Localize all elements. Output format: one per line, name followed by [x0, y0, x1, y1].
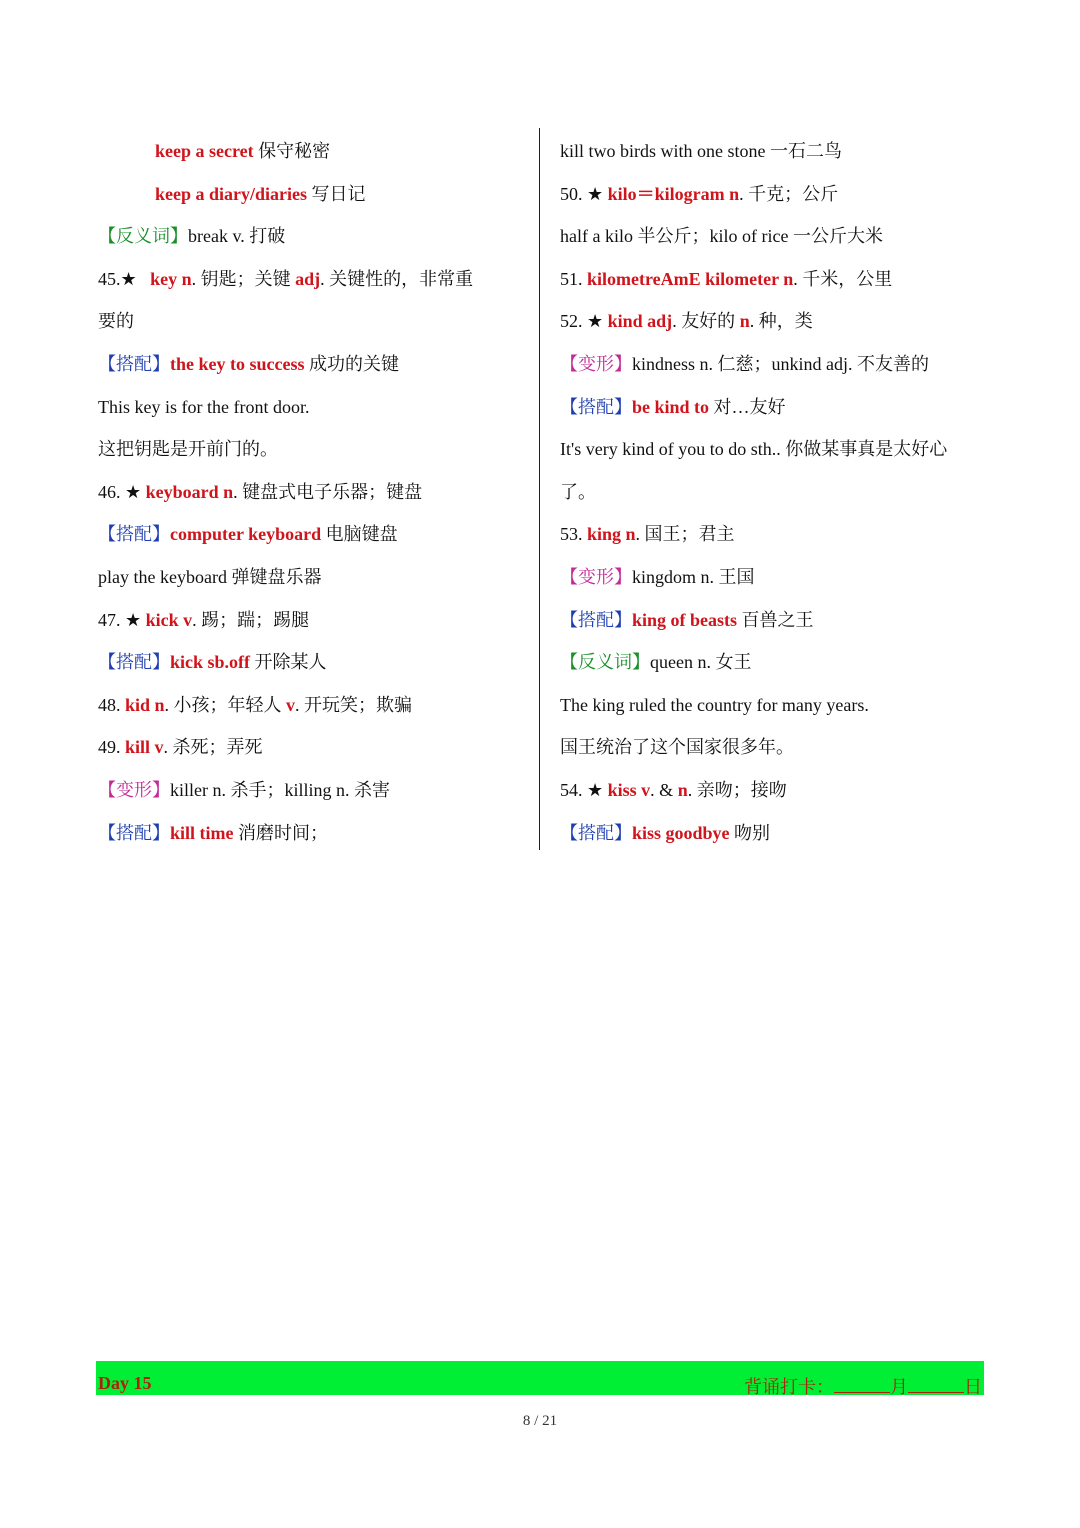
line-text: killer n. 杀手；killing n. 杀害: [170, 779, 390, 800]
antonym-tag: 【反义词】: [560, 652, 650, 673]
entry-line: [560, 556, 988, 599]
entry-line: [98, 641, 524, 684]
variant-tag: 【变形】: [560, 353, 632, 374]
entry-line: [560, 769, 988, 812]
month-blank: [834, 1376, 890, 1393]
variant-tag: 【变形】: [560, 566, 632, 587]
definition: . 小孩；年轻人: [164, 694, 287, 715]
entry-line: [560, 386, 988, 429]
definition: . 亲吻；接吻: [687, 779, 787, 800]
part-of-speech: v: [286, 694, 296, 715]
part-of-speech: n: [677, 779, 688, 800]
definition: . 开玩笑；欺骗: [295, 694, 413, 715]
line-text: play the keyboard 弹键盘乐器: [98, 566, 322, 587]
entry-line: [560, 215, 988, 258]
entry-line: [560, 812, 988, 855]
phrase: the key to success: [170, 353, 305, 374]
collocation-tag: 【搭配】: [98, 353, 170, 374]
checkin-label: 背诵打卡：: [744, 1377, 834, 1397]
definition: . 种，类: [749, 311, 813, 332]
part-of-speech: n: [739, 311, 750, 332]
phrase: keep a secret: [155, 141, 254, 161]
line-text: kindness n. 仁慈；unkind adj. 不友善的: [632, 353, 929, 374]
entry-number: 50. ★: [560, 183, 608, 204]
entry-number: 45.★: [98, 268, 137, 289]
entry-line: [98, 684, 524, 727]
phrase: kick sb.off: [170, 652, 251, 673]
definition: . 键盘式电子乐器；键盘: [233, 481, 423, 502]
right-column: [560, 130, 988, 854]
antonym-tag: 【反义词】: [98, 226, 188, 247]
entry-line: [98, 726, 524, 769]
entry-line: [560, 641, 988, 684]
headword: kill v: [125, 737, 164, 758]
headword: king n: [587, 524, 636, 545]
phrase: kiss goodbye: [632, 822, 730, 843]
translation: 写日记: [307, 183, 366, 204]
day-footer-bar: [96, 1361, 984, 1395]
entry-number: 48.: [98, 694, 125, 715]
phrase: king of beasts: [632, 609, 738, 630]
line-text: kill two birds with one stone 一石二鸟: [560, 141, 842, 161]
headword: kiss v: [607, 779, 651, 800]
entry-number: 51.: [560, 268, 587, 289]
entry-line: [98, 599, 524, 642]
entry-number: 54. ★: [560, 779, 608, 800]
headword: kick v: [145, 609, 193, 630]
example-sentence: The king ruled the country for many years.: [560, 694, 869, 715]
translation: 电脑键盘: [321, 524, 398, 545]
checkin-area: [744, 1373, 982, 1399]
entry-line: [560, 300, 988, 343]
variant-tag: 【变形】: [98, 779, 170, 800]
translation: 对…友好: [709, 396, 786, 417]
definition: . 钥匙；关键: [191, 268, 296, 289]
entry-line: [98, 428, 524, 471]
entry-line: [560, 513, 988, 556]
left-column: [98, 130, 524, 854]
line-text: half a kilo 半公斤；kilo of rice 一公斤大米: [560, 226, 883, 247]
translation: 保守秘密: [253, 141, 331, 161]
entry-line: [560, 471, 988, 514]
definition: . 杀死；弄死: [163, 737, 263, 758]
headword: kid n: [125, 694, 165, 715]
line-text: 要的: [98, 311, 134, 332]
entry-line: [560, 258, 988, 301]
headword: kind adj: [607, 311, 673, 332]
entry-line: [98, 471, 524, 514]
entry-line: [98, 343, 524, 386]
entry-line: [98, 130, 524, 173]
month-label: 月: [890, 1377, 908, 1397]
definition: . 国王；君主: [635, 524, 735, 545]
definition: . 千米，公里: [793, 268, 893, 289]
entry-line: [560, 599, 988, 642]
definition: . 关键性的，非常重: [320, 268, 474, 289]
entry-number: 53.: [560, 524, 587, 545]
line-text: break v. 打破: [188, 226, 286, 247]
entry-number: 52. ★: [560, 311, 608, 332]
collocation-tag: 【搭配】: [560, 396, 632, 417]
entry-line: [560, 130, 988, 173]
day-char-label: 日: [964, 1377, 982, 1397]
entry-line: [98, 258, 524, 301]
entry-line: [98, 556, 524, 599]
entry-line: [560, 726, 988, 769]
entry-line: [98, 386, 524, 429]
phrase: computer keyboard: [170, 524, 322, 545]
headword: kilometreAmE kilometer n: [587, 268, 794, 289]
line-text: 了。: [560, 481, 596, 502]
definition: . 踢；踹；踢腿: [192, 609, 310, 630]
entry-line: [98, 513, 524, 556]
collocation-tag: 【搭配】: [98, 652, 170, 673]
example-translation: 国王统治了这个国家很多年。: [560, 737, 794, 758]
entry-line: [98, 173, 524, 216]
definition: . 千克；公斤: [739, 183, 839, 204]
translation: 吻别: [729, 822, 771, 843]
definition: . 友好的: [672, 311, 740, 332]
phrase: keep a diary/diaries: [155, 183, 307, 204]
headword: keyboard n: [145, 481, 234, 502]
example-translation: 这把钥匙是开前门的。: [98, 439, 278, 460]
headword: kilo＝kilogram n: [607, 183, 740, 204]
line-text: kingdom n. 王国: [632, 566, 755, 587]
headword: key n: [150, 268, 192, 289]
phrase: kill time: [170, 822, 234, 843]
entry-number: 46. ★: [98, 481, 146, 502]
collocation-tag: 【搭配】: [98, 822, 170, 843]
entry-line: [560, 173, 988, 216]
day-blank: [908, 1376, 964, 1393]
translation: 消磨时间；: [233, 822, 328, 843]
collocation-tag: 【搭配】: [560, 609, 632, 630]
entry-line: [98, 812, 524, 855]
example-sentence: This key is for the front door.: [98, 396, 310, 417]
translation: 百兽之王: [737, 609, 814, 630]
entry-line: [560, 343, 988, 386]
day-label: Day 15: [98, 1373, 152, 1393]
entry-line: [98, 769, 524, 812]
entry-line: [98, 215, 524, 258]
entry-line: [560, 684, 988, 727]
entry-number: 49.: [98, 737, 125, 758]
page-number: 8 / 21: [522, 1413, 558, 1429]
entry-line: [560, 428, 988, 471]
collocation-tag: 【搭配】: [98, 524, 170, 545]
column-divider: [539, 128, 540, 850]
translation: 成功的关键: [304, 353, 399, 374]
part-of-speech: adj: [295, 268, 321, 289]
entry-line: [98, 300, 524, 343]
entry-number: 47. ★: [98, 609, 146, 630]
line-text: queen n. 女王: [650, 652, 752, 673]
collocation-tag: 【搭配】: [560, 822, 632, 843]
translation: 开除某人: [250, 652, 327, 673]
definition: . &: [650, 779, 678, 800]
phrase: be kind to: [632, 396, 710, 417]
example-sentence: It's very kind of you to do sth.. 你做某事真是太好心: [560, 439, 948, 460]
